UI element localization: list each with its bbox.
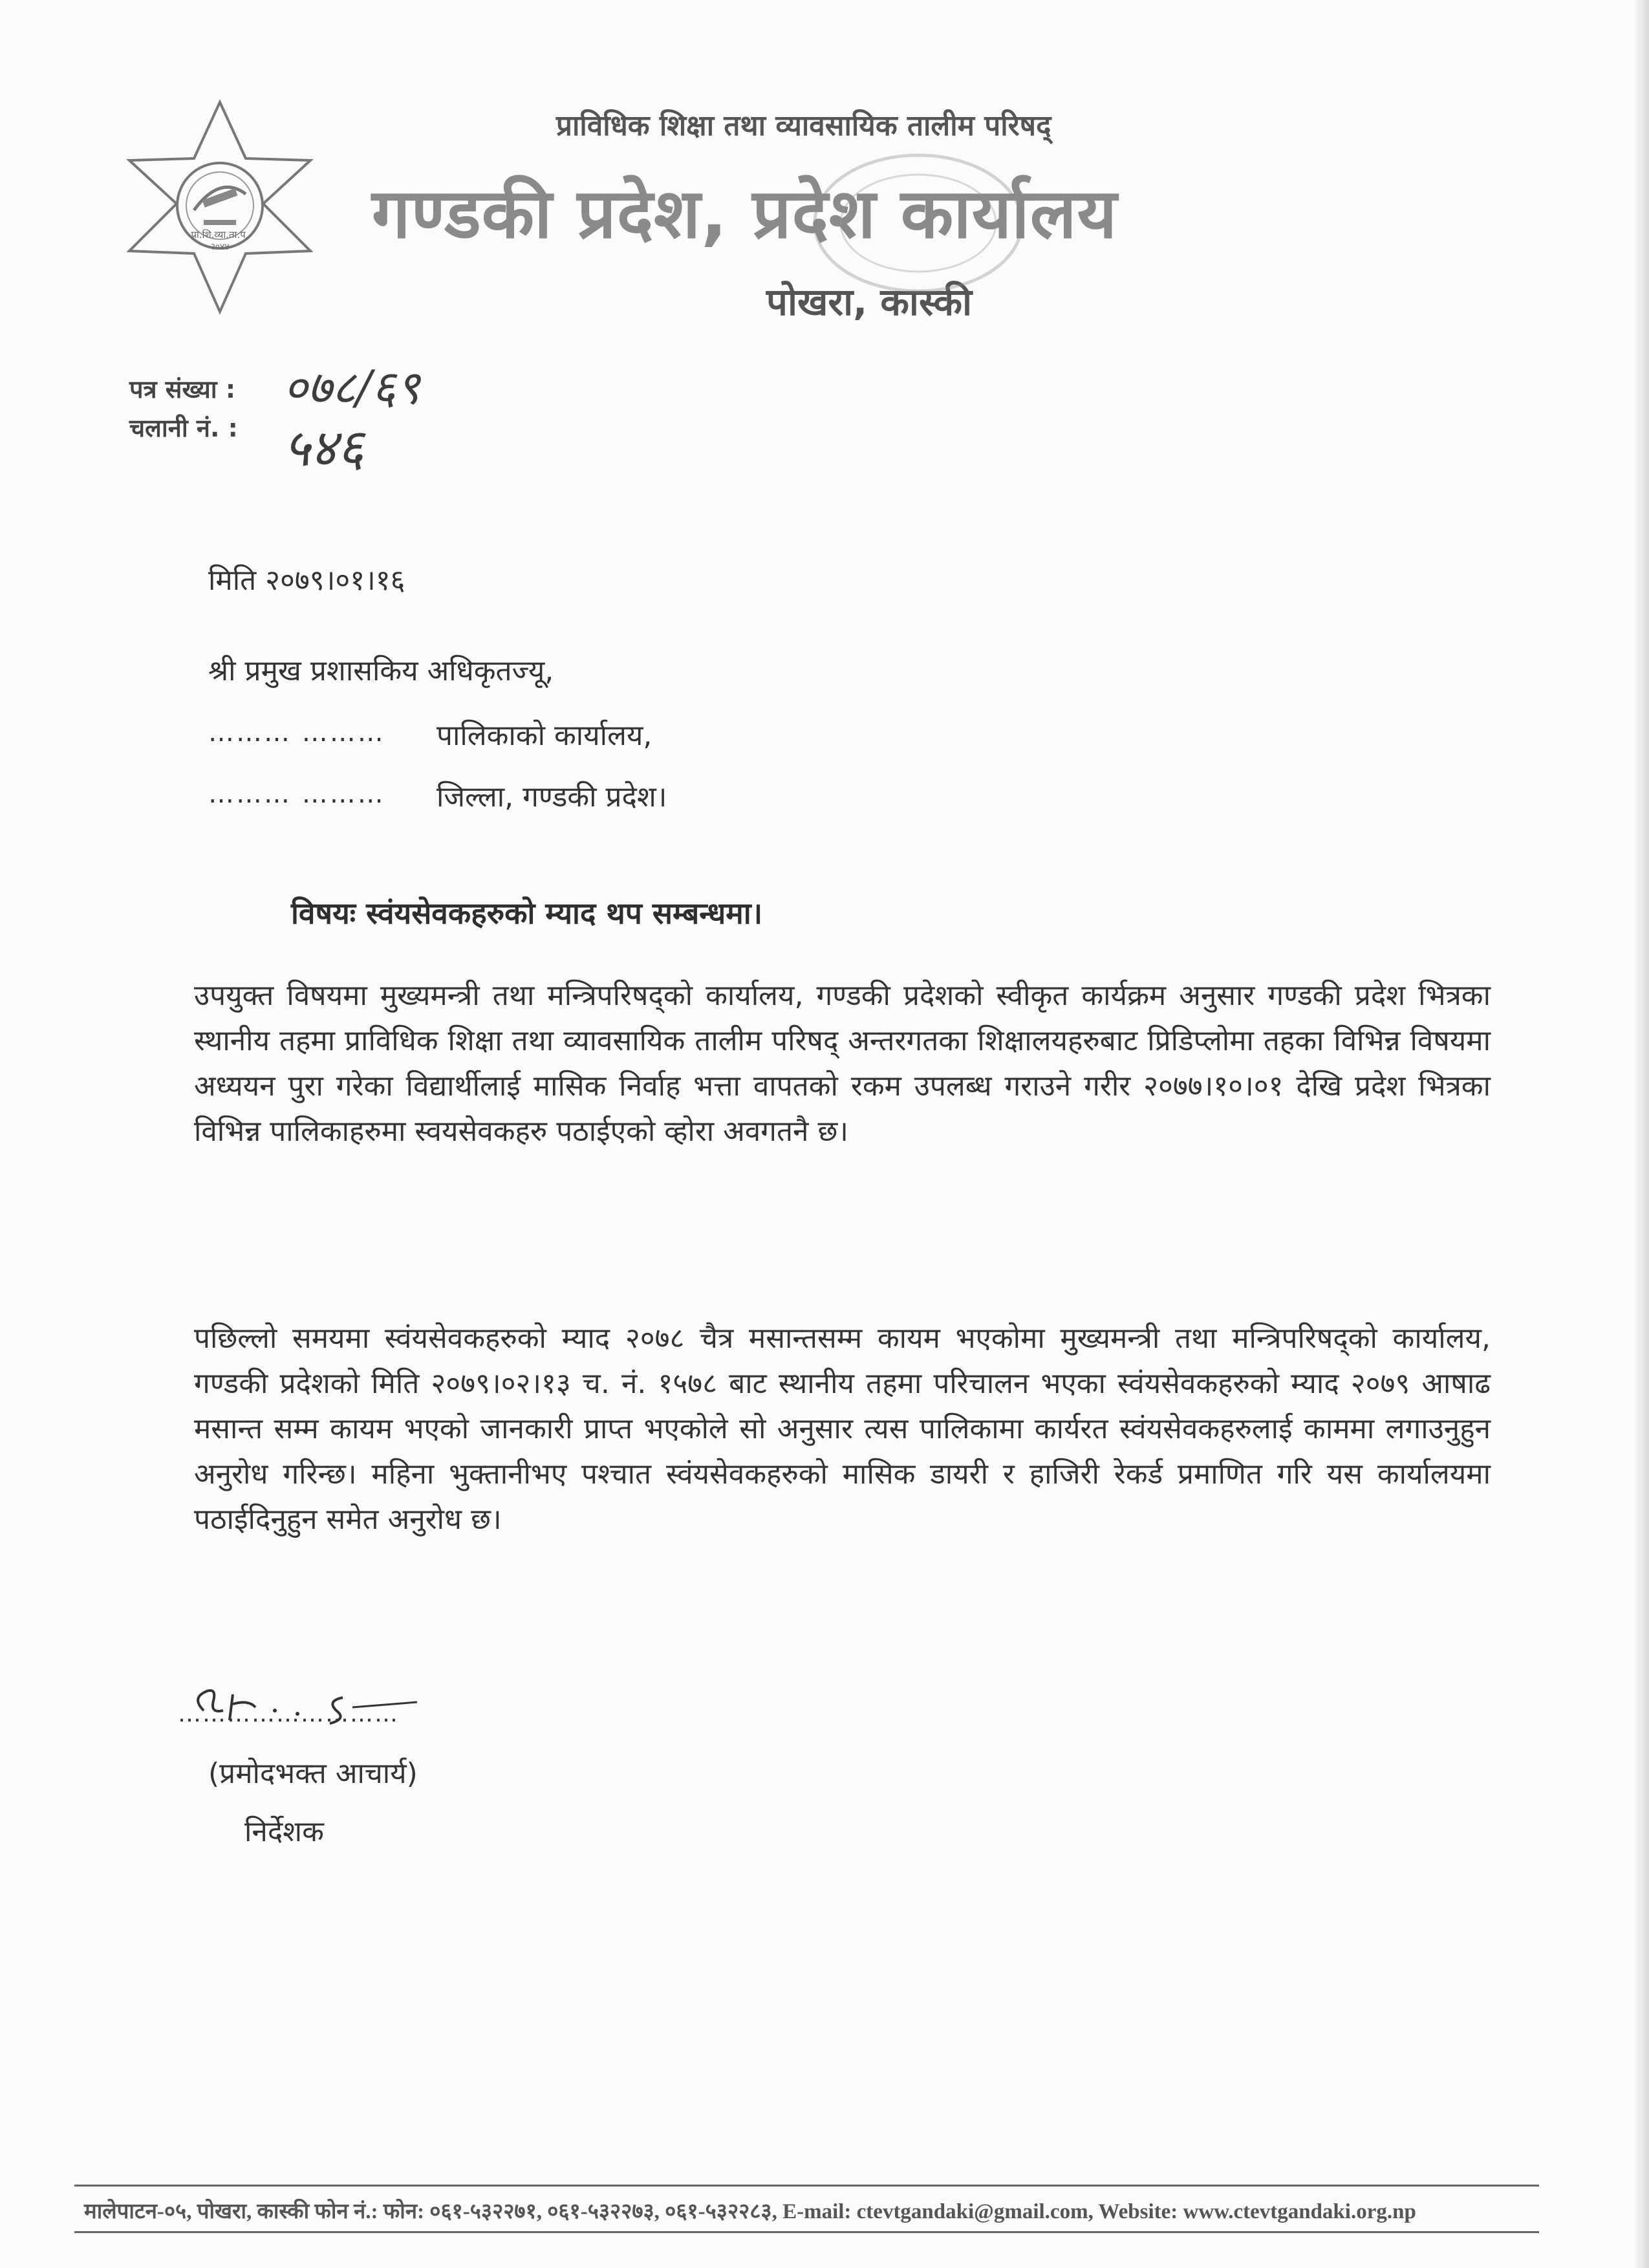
- ctevt-emblem-logo: [113, 97, 327, 317]
- parent-organization-name: प्राविधिक शिक्षा तथा व्यावसायिक तालीम परिषद्: [556, 109, 1051, 142]
- footer-rule-top: [74, 2185, 1539, 2187]
- letter-date: मिति २०७९।०१।१६: [208, 564, 405, 597]
- letter-number-label: पत्र संख्या :: [129, 375, 236, 404]
- scan-edge-shadow: [1633, 0, 1649, 2268]
- letter-subject: विषयः स्वंयसेवकहरुको म्याद थप सम्बन्धमा।: [291, 896, 763, 931]
- office-location: पोखरा, कास्की: [766, 280, 973, 324]
- footer-contact: मालेपाटन-०५, पोखरा, कास्की फोन नं.: फोन: ०६१-५३२२७१, ०६१-५३२२७३, ०६१-५३२२८३, E-mail: ctevtgandaki@gmail.com, Website: www.ctevtgandaki.org.np: [84, 2200, 1416, 2223]
- office-stamp-mark: [808, 146, 1028, 301]
- signature-line: ………………………: [178, 1701, 399, 1727]
- dispatch-number-label: चलानी नं. :: [129, 414, 238, 442]
- body-paragraph-2: पछिल्लो समयमा स्वंयसेवकहरुको म्याद २०७८ चैत्र मसान्तसम्म कायम भएकोमा मुख्यमन्त्री तथा मन्त्रिपरिषद्को कार्यालय, गण्डकी प्रदेशको मिति २०७९।०२।१३ च. नं. १५७८ बाट स्थानीय तहमा परिचालन भएका स्वंयसेवकहरुको म्याद २०७९ आषाढ मसान्त सम्म कायम भएको जानकारी प्राप्त भएकोले सो अनुसार त्यस पालिकामा कार्यरत स्वंयसेवकहरुलाई काममा लगाउनुहुन अनुरोध गरिन्छ। महिना भुक्तानीभए पश्चात स्वंयसेवकहरुको मासिक डायरी र हाजिरी रेकर्ड प्रमाणित गरि यस कार्यालयमा पठाईदिनुहुन समेत अनुरोध छ।: [194, 1322, 1491, 1536]
- signatory-name: (प्रमोदभक्त आचार्य): [208, 1757, 418, 1790]
- office-name: गण्डकी प्रदेश, प्रदेश कार्यालय: [372, 174, 1118, 254]
- svg-text:२०४४: २०४४: [210, 242, 230, 252]
- recipient-blank-2: ……… ………: [208, 779, 385, 809]
- recipient-title: श्री प्रमुख प्रशासकिय अधिकृतज्यू,: [208, 654, 554, 687]
- dispatch-number-value: ५४६: [283, 418, 364, 478]
- svg-text:प्रा.शि.व्या.ता.प.: प्रा.शि.व्या.ता.प.: [191, 229, 249, 241]
- signatory-designation: निर्देशक: [244, 1815, 324, 1848]
- recipient-district: जिल्ला, गण्डकी प्रदेश।: [436, 781, 667, 814]
- body-paragraph-1: उपयुक्त विषयमा मुख्यमन्त्री तथा मन्त्रिपरिषद्को कार्यालय, गण्डकी प्रदेशको स्वीकृत कार्यक्रम अनुसार गण्डकी प्रदेश भित्रका स्थानीय तहमा प्राविधिक शिक्षा तथा व्यावसायिक तालीम परिषद् अन्तरगतका शिक्षालयहरुबाट प्रिडिप्लोमा तहका विभिन्न विषयमा अध्ययन पुरा गरेका विद्यार्थीलाई मासिक निर्वाह भत्ता वापतको रकम उपलब्ध गराउने गरीर २०७७।१०।०१ देखि प्रदेश भित्रका विभिन्न पालिकाहरुमा स्वयसेवकहरु पठाईएको व्होरा अवगतनै छ।: [194, 979, 1491, 1148]
- footer-rule-bottom: [74, 2231, 1539, 2233]
- recipient-blank-1: ……… ………: [208, 718, 385, 748]
- letter-number-value: ०७८/६९: [283, 360, 420, 415]
- recipient-office: पालिकाको कार्यालय,: [436, 719, 652, 752]
